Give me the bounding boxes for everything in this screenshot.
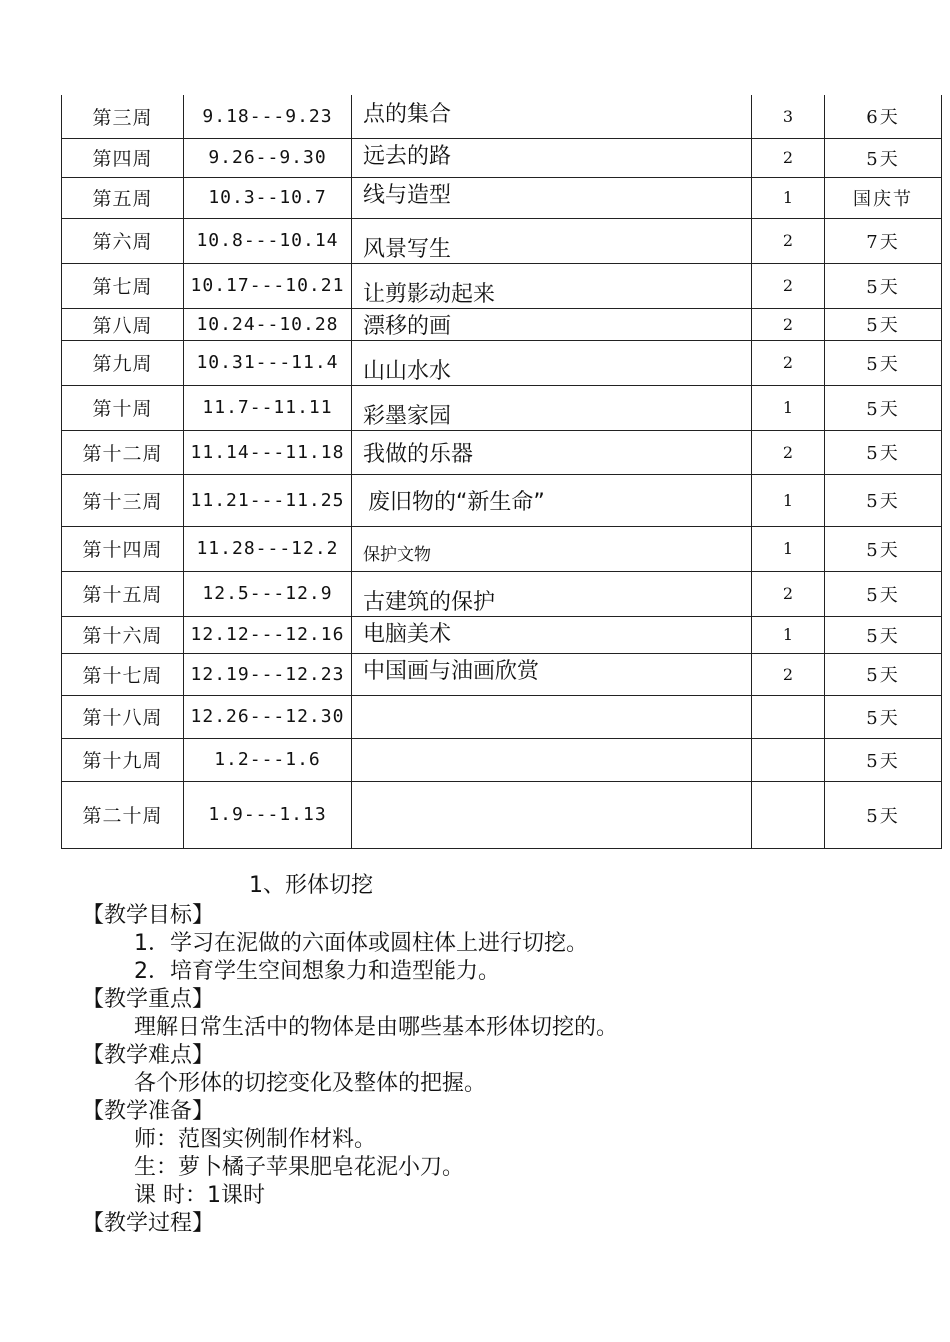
table-row (62, 695, 942, 738)
difficulty-text: 各个形体的切挖变化及整体的把握。 (134, 1071, 487, 1096)
week-cell: 第九周 (62, 340, 184, 385)
hours-cell: 1 (752, 385, 825, 430)
week-cell: 第十周 (62, 385, 184, 430)
hours-cell: 2 (752, 430, 825, 474)
days-cell: 5天 (825, 526, 942, 571)
days-cell: 5天 (825, 308, 942, 340)
topic-cell: 保护文物 (352, 526, 752, 571)
hours-cell: 1 (752, 177, 825, 218)
hours-cell (752, 738, 825, 781)
days-cell: 6天 (825, 95, 942, 138)
days-cell: 5天 (825, 695, 942, 738)
hours-cell: 1 (752, 616, 825, 653)
week-cell: 第三周 (62, 95, 184, 138)
topic-cell: 漂移的画 (352, 308, 752, 340)
topic-cell: 我做的乐器 (352, 430, 752, 474)
days-cell: 5天 (825, 263, 942, 308)
hours-cell (752, 695, 825, 738)
hours-cell: 1 (752, 474, 825, 526)
date-range-cell: 9.26--9.30 (184, 138, 352, 177)
days-cell: 5天 (825, 653, 942, 695)
hours-cell: 2 (752, 263, 825, 308)
date-range-cell: 10.31---11.4 (184, 340, 352, 385)
table-row (62, 138, 942, 177)
class-time: 课 时：1课时 (134, 1183, 265, 1208)
table-row (62, 616, 942, 653)
date-range-cell: 1.9---1.13 (184, 781, 352, 848)
days-cell: 5天 (825, 340, 942, 385)
focus-text: 理解日常生活中的物体是由哪些基本形体切挖的。 (134, 1015, 619, 1040)
table-row (62, 263, 942, 308)
date-range-cell: 12.5---12.9 (184, 571, 352, 616)
topic-cell (352, 695, 752, 738)
week-cell: 第十六周 (62, 616, 184, 653)
topic-cell: 点的集合 (352, 95, 752, 138)
date-range-cell: 11.7--11.11 (184, 385, 352, 430)
hours-cell: 2 (752, 340, 825, 385)
table-row (62, 571, 942, 616)
hours-cell: 2 (752, 571, 825, 616)
table-row (62, 385, 942, 430)
hours-cell (752, 781, 825, 848)
hours-cell: 3 (752, 95, 825, 138)
topic-cell: 电脑美术 (352, 616, 752, 653)
week-cell: 第十五周 (62, 571, 184, 616)
preparation-heading: 【教学准备】 (82, 1099, 215, 1124)
days-cell: 5天 (825, 138, 942, 177)
topic-cell: 废旧物的“新生命” (352, 474, 752, 526)
focus-heading: 【教学重点】 (82, 987, 215, 1012)
week-cell: 第十九周 (62, 738, 184, 781)
topic-cell: 风景写生 (352, 218, 752, 263)
topic-cell (352, 738, 752, 781)
topic-cell: 古建筑的保护 (352, 571, 752, 616)
week-cell: 第十八周 (62, 695, 184, 738)
week-cell: 第十二周 (62, 430, 184, 474)
goal-item-2: 2．培育学生空间想象力和造型能力。 (134, 959, 500, 984)
table-row (62, 430, 942, 474)
difficulty-heading: 【教学难点】 (82, 1043, 215, 1068)
week-cell: 第十四周 (62, 526, 184, 571)
week-cell: 第二十周 (62, 781, 184, 848)
topic-cell: 让剪影动起来 (352, 263, 752, 308)
week-cell: 第十七周 (62, 653, 184, 695)
days-cell: 5天 (825, 738, 942, 781)
table-row (62, 95, 942, 138)
goal-item-1: 1．学习在泥做的六面体或圆柱体上进行切挖。 (134, 931, 588, 956)
topic-cell: 线与造型 (352, 177, 752, 218)
week-cell: 第八周 (62, 308, 184, 340)
lesson-plan (82, 872, 922, 1238)
date-range-cell: 11.28---12.2 (184, 526, 352, 571)
days-cell: 5天 (825, 474, 942, 526)
days-cell: 国庆节 (825, 177, 942, 218)
table-row (62, 653, 942, 695)
week-cell: 第六周 (62, 218, 184, 263)
date-range-cell: 11.21---11.25 (184, 474, 352, 526)
topic-cell: 山山水水 (352, 340, 752, 385)
date-range-cell: 10.17---10.21 (184, 263, 352, 308)
date-range-cell: 11.14---11.18 (184, 430, 352, 474)
topic-cell: 彩墨家园 (352, 385, 752, 430)
week-cell: 第五周 (62, 177, 184, 218)
process-heading: 【教学过程】 (82, 1211, 215, 1236)
date-range-cell: 12.19---12.23 (184, 653, 352, 695)
days-cell: 5天 (825, 571, 942, 616)
days-cell: 5天 (825, 385, 942, 430)
date-range-cell: 1.2---1.6 (184, 738, 352, 781)
days-cell: 5天 (825, 781, 942, 848)
date-range-cell: 10.3--10.7 (184, 177, 352, 218)
topic-cell: 远去的路 (352, 138, 752, 177)
date-range-cell: 12.12---12.16 (184, 616, 352, 653)
date-range-cell: 10.8---10.14 (184, 218, 352, 263)
date-range-cell: 9.18---9.23 (184, 95, 352, 138)
week-cell: 第十三周 (62, 474, 184, 526)
table-row (62, 218, 942, 263)
table-row (62, 177, 942, 218)
table-row (62, 738, 942, 781)
days-cell: 7天 (825, 218, 942, 263)
table-row (62, 340, 942, 385)
days-cell: 5天 (825, 616, 942, 653)
table-row (62, 781, 942, 848)
table-row (62, 526, 942, 571)
student-preparation: 生：萝卜橘子苹果肥皂花泥小刀。 (134, 1155, 465, 1180)
days-cell: 5天 (825, 430, 942, 474)
hours-cell: 2 (752, 653, 825, 695)
hours-cell: 2 (752, 308, 825, 340)
table-row (62, 474, 942, 526)
goals-heading: 【教学目标】 (82, 903, 215, 928)
week-cell: 第四周 (62, 138, 184, 177)
week-cell: 第七周 (62, 263, 184, 308)
schedule-table (61, 95, 942, 849)
hours-cell: 1 (752, 526, 825, 571)
date-range-cell: 10.24--10.28 (184, 308, 352, 340)
hours-cell: 2 (752, 138, 825, 177)
topic-cell: 中国画与油画欣赏 (352, 653, 752, 695)
topic-cell (352, 781, 752, 848)
table-row (62, 308, 942, 340)
hours-cell: 2 (752, 218, 825, 263)
date-range-cell: 12.26---12.30 (184, 695, 352, 738)
lesson-title: 1、形体切挖 (249, 873, 373, 898)
teacher-preparation: 师：范图实例制作材料。 (134, 1127, 377, 1152)
